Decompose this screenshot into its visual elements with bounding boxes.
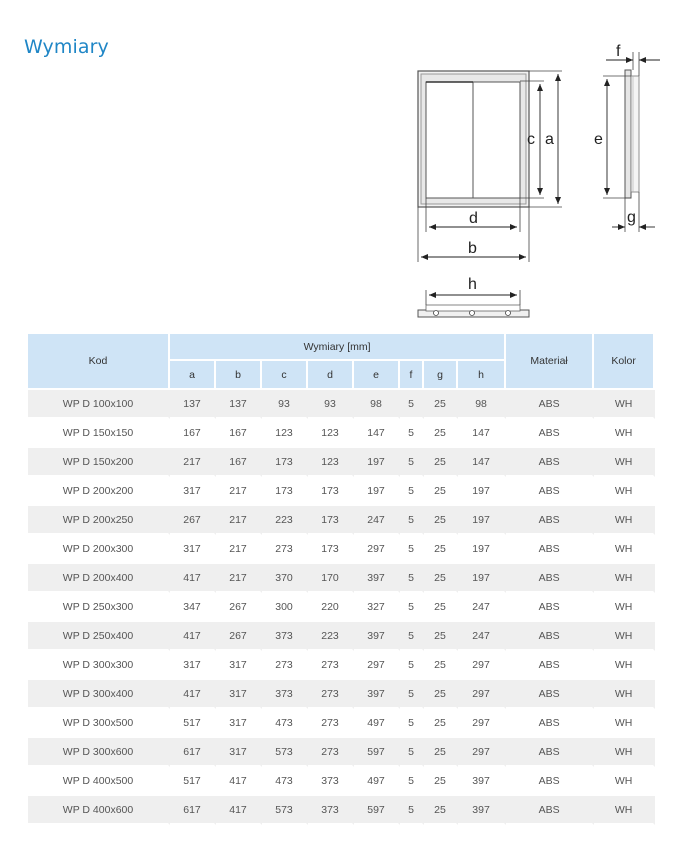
cell-material: ABS xyxy=(506,651,594,680)
cell-g: 25 xyxy=(424,767,458,796)
cell-f: 5 xyxy=(400,564,424,593)
cell-b: 217 xyxy=(216,477,262,506)
cell-f: 5 xyxy=(400,622,424,651)
cell-kod: WP D 200x400 xyxy=(28,564,170,593)
table-row xyxy=(28,680,655,709)
cell-a: 347 xyxy=(170,593,216,622)
header-material: Materiał xyxy=(506,334,594,390)
cell-material: ABS xyxy=(506,390,594,419)
cell-f: 5 xyxy=(400,448,424,477)
cell-h: 197 xyxy=(458,564,506,593)
technical-drawing xyxy=(0,0,692,330)
cell-kod: WP D 300x400 xyxy=(28,680,170,709)
cell-h: 98 xyxy=(458,390,506,419)
cell-a: 317 xyxy=(170,477,216,506)
cell-kolor: WH xyxy=(594,709,655,738)
cell-a: 217 xyxy=(170,448,216,477)
cell-material: ABS xyxy=(506,622,594,651)
cell-material: ABS xyxy=(506,535,594,564)
cell-g: 25 xyxy=(424,709,458,738)
cell-a: 517 xyxy=(170,767,216,796)
cell-h: 247 xyxy=(458,622,506,651)
table-row xyxy=(28,651,655,680)
cell-f: 5 xyxy=(400,593,424,622)
label-f: f xyxy=(616,43,621,60)
cell-d: 173 xyxy=(308,535,354,564)
cell-d: 173 xyxy=(308,506,354,535)
table-row xyxy=(28,506,655,535)
cell-c: 123 xyxy=(262,419,308,448)
cell-e: 297 xyxy=(354,535,400,564)
cell-c: 273 xyxy=(262,535,308,564)
label-d: d xyxy=(469,210,478,227)
cell-a: 417 xyxy=(170,564,216,593)
cell-g: 25 xyxy=(424,796,458,825)
cell-material: ABS xyxy=(506,796,594,825)
table-row xyxy=(28,709,655,738)
cell-kolor: WH xyxy=(594,390,655,419)
cell-kod: WP D 150x150 xyxy=(28,419,170,448)
cell-d: 220 xyxy=(308,593,354,622)
cell-kolor: WH xyxy=(594,651,655,680)
cell-material: ABS xyxy=(506,564,594,593)
cell-f: 5 xyxy=(400,535,424,564)
cell-g: 25 xyxy=(424,535,458,564)
cell-d: 170 xyxy=(308,564,354,593)
cell-e: 397 xyxy=(354,680,400,709)
cell-kod: WP D 300x600 xyxy=(28,738,170,767)
cell-kolor: WH xyxy=(594,506,655,535)
header-col-a: a xyxy=(170,361,216,390)
cell-d: 93 xyxy=(308,390,354,419)
cell-b: 317 xyxy=(216,738,262,767)
cell-material: ABS xyxy=(506,767,594,796)
top-view xyxy=(418,305,529,317)
cell-f: 5 xyxy=(400,390,424,419)
cell-c: 300 xyxy=(262,593,308,622)
cell-b: 137 xyxy=(216,390,262,419)
cell-h: 397 xyxy=(458,796,506,825)
cell-g: 25 xyxy=(424,448,458,477)
cell-g: 25 xyxy=(424,680,458,709)
cell-c: 173 xyxy=(262,477,308,506)
cell-kod: WP D 250x300 xyxy=(28,593,170,622)
cell-f: 5 xyxy=(400,477,424,506)
cell-a: 267 xyxy=(170,506,216,535)
label-a: a xyxy=(545,131,554,148)
cell-c: 223 xyxy=(262,506,308,535)
cell-f: 5 xyxy=(400,506,424,535)
cell-material: ABS xyxy=(506,448,594,477)
side-view xyxy=(625,70,639,198)
table-row xyxy=(28,593,655,622)
header-col-h: h xyxy=(458,361,506,390)
cell-d: 273 xyxy=(308,709,354,738)
cell-b: 317 xyxy=(216,709,262,738)
cell-material: ABS xyxy=(506,506,594,535)
cell-e: 327 xyxy=(354,593,400,622)
cell-b: 317 xyxy=(216,651,262,680)
cell-d: 273 xyxy=(308,680,354,709)
cell-f: 5 xyxy=(400,709,424,738)
cell-h: 297 xyxy=(458,709,506,738)
cell-kolor: WH xyxy=(594,564,655,593)
cell-b: 417 xyxy=(216,796,262,825)
cell-c: 473 xyxy=(262,709,308,738)
cell-c: 373 xyxy=(262,680,308,709)
cell-a: 417 xyxy=(170,622,216,651)
cell-e: 297 xyxy=(354,651,400,680)
header-kod: Kod xyxy=(28,334,170,390)
cell-e: 197 xyxy=(354,477,400,506)
cell-a: 417 xyxy=(170,680,216,709)
cell-kolor: WH xyxy=(594,796,655,825)
cell-g: 25 xyxy=(424,622,458,651)
cell-b: 267 xyxy=(216,593,262,622)
header-col-c: c xyxy=(262,361,308,390)
table-row xyxy=(28,419,655,448)
cell-b: 317 xyxy=(216,680,262,709)
cell-kod: WP D 300x300 xyxy=(28,651,170,680)
cell-c: 573 xyxy=(262,738,308,767)
cell-h: 247 xyxy=(458,593,506,622)
cell-d: 273 xyxy=(308,651,354,680)
cell-kod: WP D 300x500 xyxy=(28,709,170,738)
cell-kolor: WH xyxy=(594,622,655,651)
cell-e: 147 xyxy=(354,419,400,448)
cell-a: 617 xyxy=(170,796,216,825)
cell-kolor: WH xyxy=(594,738,655,767)
cell-e: 597 xyxy=(354,796,400,825)
cell-g: 25 xyxy=(424,419,458,448)
cell-d: 173 xyxy=(308,477,354,506)
cell-d: 123 xyxy=(308,419,354,448)
cell-a: 317 xyxy=(170,535,216,564)
cell-kolor: WH xyxy=(594,448,655,477)
cell-a: 317 xyxy=(170,651,216,680)
dimension-h xyxy=(426,276,520,305)
cell-g: 25 xyxy=(424,651,458,680)
table-row xyxy=(28,390,655,419)
label-e: e xyxy=(594,131,603,148)
cell-e: 247 xyxy=(354,506,400,535)
cell-material: ABS xyxy=(506,593,594,622)
cell-e: 98 xyxy=(354,390,400,419)
cell-material: ABS xyxy=(506,419,594,448)
cell-material: ABS xyxy=(506,709,594,738)
table-row xyxy=(28,622,655,651)
header-col-b: b xyxy=(216,361,262,390)
cell-d: 373 xyxy=(308,767,354,796)
cell-b: 217 xyxy=(216,506,262,535)
cell-g: 25 xyxy=(424,564,458,593)
cell-material: ABS xyxy=(506,477,594,506)
cell-g: 25 xyxy=(424,738,458,767)
cell-h: 297 xyxy=(458,738,506,767)
cell-b: 267 xyxy=(216,622,262,651)
header-col-g: g xyxy=(424,361,458,390)
cell-d: 273 xyxy=(308,738,354,767)
cell-f: 5 xyxy=(400,419,424,448)
cell-kod: WP D 200x300 xyxy=(28,535,170,564)
cell-material: ABS xyxy=(506,738,594,767)
label-g: g xyxy=(627,209,636,226)
cell-e: 397 xyxy=(354,622,400,651)
cell-h: 197 xyxy=(458,477,506,506)
cell-kolor: WH xyxy=(594,767,655,796)
cell-g: 25 xyxy=(424,506,458,535)
cell-c: 373 xyxy=(262,622,308,651)
cell-kolor: WH xyxy=(594,680,655,709)
table-row xyxy=(28,738,655,767)
cell-kolor: WH xyxy=(594,593,655,622)
cell-kod: WP D 150x200 xyxy=(28,448,170,477)
dimension-f xyxy=(606,43,660,76)
cell-d: 373 xyxy=(308,796,354,825)
front-view xyxy=(418,71,529,207)
cell-g: 25 xyxy=(424,593,458,622)
cell-h: 197 xyxy=(458,506,506,535)
cell-f: 5 xyxy=(400,680,424,709)
cell-e: 197 xyxy=(354,448,400,477)
header-col-e: e xyxy=(354,361,400,390)
cell-h: 197 xyxy=(458,535,506,564)
cell-c: 273 xyxy=(262,651,308,680)
cell-material: ABS xyxy=(506,680,594,709)
label-c: c xyxy=(527,131,535,148)
cell-c: 473 xyxy=(262,767,308,796)
header-col-f: f xyxy=(400,361,424,390)
cell-d: 223 xyxy=(308,622,354,651)
cell-h: 297 xyxy=(458,680,506,709)
label-b: b xyxy=(468,240,477,257)
table-row xyxy=(28,564,655,593)
cell-e: 397 xyxy=(354,564,400,593)
label-h: h xyxy=(468,276,477,293)
cell-e: 597 xyxy=(354,738,400,767)
cell-b: 417 xyxy=(216,767,262,796)
cell-e: 497 xyxy=(354,767,400,796)
cell-c: 573 xyxy=(262,796,308,825)
cell-b: 217 xyxy=(216,535,262,564)
cell-kod: WP D 200x200 xyxy=(28,477,170,506)
cell-c: 93 xyxy=(262,390,308,419)
cell-f: 5 xyxy=(400,796,424,825)
cell-h: 147 xyxy=(458,448,506,477)
cell-h: 397 xyxy=(458,767,506,796)
cell-kod: WP D 400x600 xyxy=(28,796,170,825)
cell-a: 137 xyxy=(170,390,216,419)
table-row xyxy=(28,535,655,564)
cell-kod: WP D 100x100 xyxy=(28,390,170,419)
cell-kod: WP D 200x250 xyxy=(28,506,170,535)
table-body xyxy=(28,390,655,825)
cell-b: 217 xyxy=(216,564,262,593)
cell-g: 25 xyxy=(424,477,458,506)
header-wymiary: Wymiary [mm] xyxy=(170,334,506,361)
table-row xyxy=(28,448,655,477)
header-kolor: Kolor xyxy=(594,334,655,390)
cell-h: 147 xyxy=(458,419,506,448)
cell-kolor: WH xyxy=(594,535,655,564)
cell-b: 167 xyxy=(216,448,262,477)
cell-d: 123 xyxy=(308,448,354,477)
cell-h: 297 xyxy=(458,651,506,680)
cell-e: 497 xyxy=(354,709,400,738)
cell-kolor: WH xyxy=(594,477,655,506)
cell-kod: WP D 400x500 xyxy=(28,767,170,796)
table-row xyxy=(28,796,655,825)
dimensions-table xyxy=(28,334,655,825)
table-row xyxy=(28,767,655,796)
cell-a: 517 xyxy=(170,709,216,738)
cell-b: 167 xyxy=(216,419,262,448)
cell-g: 25 xyxy=(424,390,458,419)
page-title: Wymiary xyxy=(24,36,109,58)
cell-f: 5 xyxy=(400,767,424,796)
cell-a: 617 xyxy=(170,738,216,767)
cell-a: 167 xyxy=(170,419,216,448)
cell-f: 5 xyxy=(400,651,424,680)
table-row xyxy=(28,477,655,506)
header-col-d: d xyxy=(308,361,354,390)
cell-kod: WP D 250x400 xyxy=(28,622,170,651)
cell-kolor: WH xyxy=(594,419,655,448)
cell-c: 173 xyxy=(262,448,308,477)
cell-f: 5 xyxy=(400,738,424,767)
cell-c: 370 xyxy=(262,564,308,593)
